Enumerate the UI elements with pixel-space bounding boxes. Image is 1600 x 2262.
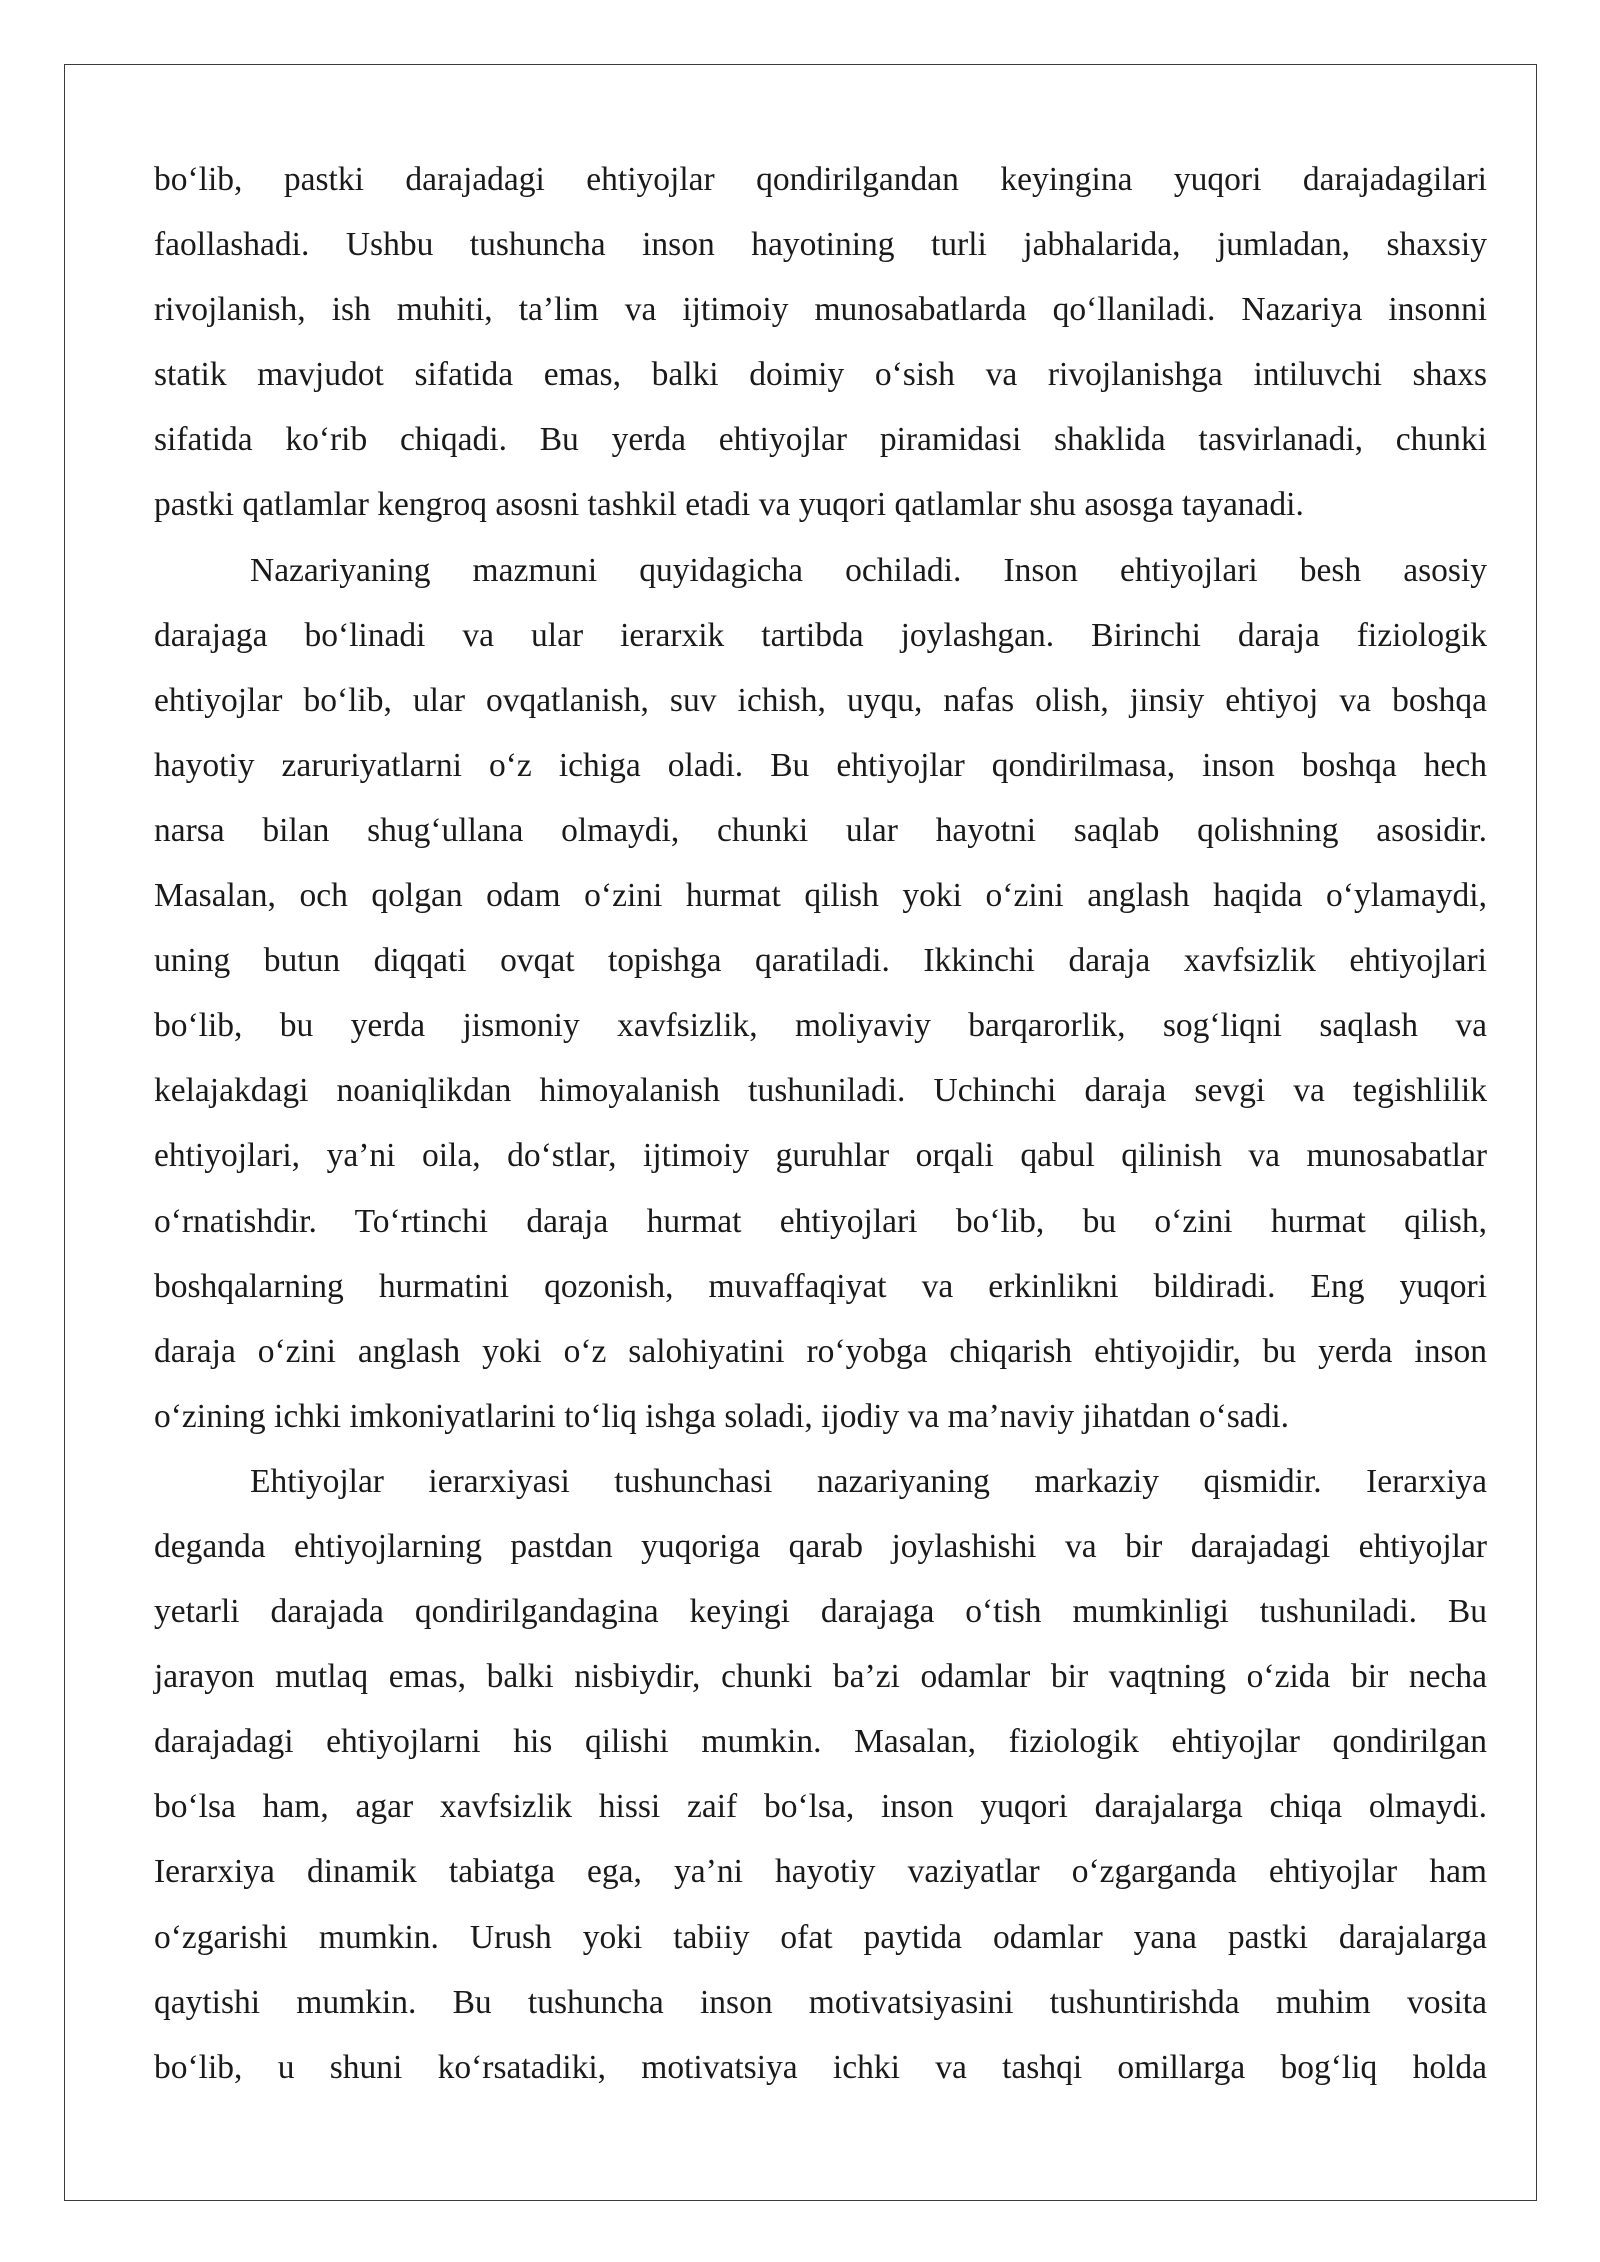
paragraph-line: kelajakdagi noaniqlikdan himoyalanish tushuniladi. Uchinchi daraja sevgi va tegishlilik [154,1072,1487,1110]
paragraph-line: bo‘lib, bu yerda jismoniy xavfsizlik, moliyaviy barqarorlik, sog‘liqni saqlash va [154,1007,1487,1045]
paragraph-line: o‘zining ichki imkoniyatlarini to‘liq ishga soladi, ijodiy va ma’naviy jihatdan o‘sadi. [154,1397,1290,1435]
paragraph-line: sifatida ko‘rib chiqadi. Bu yerda ehtiyojlar piramidasi shaklida tasvirlanadi, chunki [154,421,1487,459]
paragraph-line: boshqalarning hurmatini qozonish, muvaffaqiyat va erkinlikni bildiradi. Eng yuqori [154,1267,1487,1305]
paragraph-line: darajadagi ehtiyojlarni his qilishi mumkin. Masalan, fiziologik ehtiyojlar qondirilgan [154,1723,1487,1761]
paragraph-line: ehtiyojlar bo‘lib, ular ovqatlanish, suv ichish, uyqu, nafas olish, jinsiy ehtiyoj va boshqa [154,681,1487,719]
paragraph-line: faollashadi. Ushbu tushuncha inson hayotining turli jabhalarida, jumladan, shaxsiy [154,226,1487,264]
paragraph-line: bo‘lib, pastki darajadagi ehtiyojlar qondirilgandan keyingina yuqori darajadagilari [154,161,1487,198]
paragraph-line: Nazariyaning mazmuni quyidagicha ochiladi. Inson ehtiyojlari besh asosiy [250,551,1487,589]
paragraph-line: uning butun diqqati ovqat topishga qaratiladi. Ikkinchi daraja xavfsizlik ehtiyojlari [154,942,1487,980]
paragraph-line: darajaga bo‘linadi va ular ierarxik tartibda joylashgan. Birinchi daraja fiziologik [154,616,1487,654]
paragraph-line: o‘zgarishi mumkin. Urush yoki tabiiy ofat paytida odamlar yana pastki darajalarga [154,1918,1487,1956]
paragraph-line: rivojlanish, ish muhiti, ta’lim va ijtimoiy munosabatlarda qo‘llaniladi. Nazariya insonni [154,291,1487,329]
paragraph-line: Ierarxiya dinamik tabiatga ega, ya’ni hayotiy vaziyatlar o‘zgarganda ehtiyojlar ham [154,1853,1487,1891]
paragraph-line: jarayon mutlaq emas, balki nisbiydir, chunki ba’zi odamlar bir vaqtning o‘zida bir necha [154,1658,1487,1696]
paragraph-line: bo‘lsa ham, agar xavfsizlik hissi zaif bo‘lsa, inson yuqori darajalarga chiqa olmaydi. [154,1788,1487,1826]
paragraph-2 [154,538,1487,1449]
paragraph-line: qaytishi mumkin. Bu tushuncha inson motivatsiyasini tushuntirishda muhim vosita [154,1983,1487,2021]
paragraph-line: yetarli darajada qondirilgandagina keyingi darajaga o‘tish mumkinligi tushuniladi. Bu [154,1593,1487,1631]
paragraph-line: ehtiyojlari, ya’ni oila, do‘stlar, ijtimoiy guruhlar orqali qabul qilinish va munosabatlar [154,1137,1487,1175]
paragraph-line: Masalan, och qolgan odam o‘zini hurmat qilish yoki o‘zini anglash haqida o‘ylamaydi, [154,877,1487,915]
paragraph-line: o‘rnatishdir. To‘rtinchi daraja hurmat ehtiyojlari bo‘lib, bu o‘zini hurmat qilish, [154,1202,1487,1240]
document-body [154,147,1487,2100]
paragraph-line: daraja o‘zini anglash yoki o‘z salohiyatini ro‘yobga chiqarish ehtiyojidir, bu yerda inson [154,1332,1487,1370]
paragraph-line: statik mavjudot sifatida emas, balki doimiy o‘sish va rivojlanishga intiluvchi shaxs [154,356,1487,394]
paragraph-line: bo‘lib, u shuni ko‘rsatadiki, motivatsiya ichki va tashqi omillarga bog‘liq holda [154,2048,1487,2086]
paragraph-line: narsa bilan shug‘ullana olmaydi, chunki ular hayotni saqlab qolishning asosidir. [154,811,1487,849]
paragraph-line: hayotiy zaruriyatlarni o‘z ichiga oladi. Bu ehtiyojlar qondirilmasa, inson boshqa hech [154,746,1487,784]
paragraph-1 [154,147,1487,538]
paragraph-line: pastki qatlamlar kengroq asosni tashkil etadi va yuqori qatlamlar shu asosga tayanadi. [154,486,1304,524]
paragraph-line: Ehtiyojlar ierarxiyasi tushunchasi nazariyaning markaziy qismidir. Ierarxiya [250,1462,1487,1500]
paragraph-line: deganda ehtiyojlarning pastdan yuqoriga qarab joylashishi va bir darajadagi ehtiyojlar [154,1527,1487,1565]
paragraph-3 [154,1449,1487,2100]
